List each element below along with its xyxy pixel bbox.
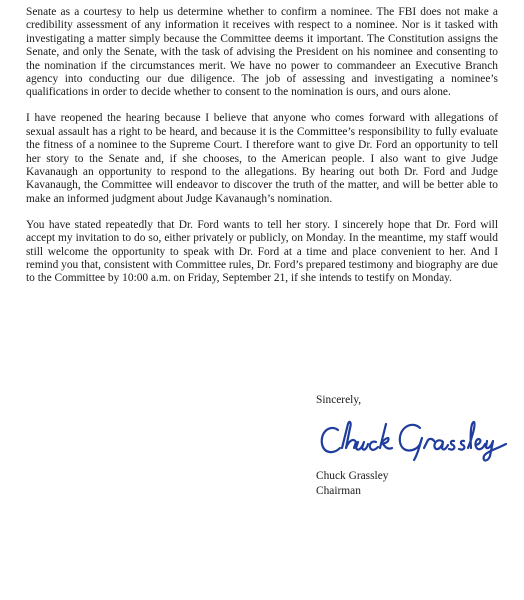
letter-paragraph-3: You have stated repeatedly that Dr. Ford wants to tell her story. I sincerely hope that Dr. Ford will accept my invitation to do so, either privately or publicly, on Monday. In the meantime, my staff would still welcome the opportunity to speak with Dr. Ford at a time and place convenient to her. And I remind you that, consistent with Committee rules, Dr. Ford’s prepared testimony and biography are due to the Committee by 10:00 a.m. on Friday, September 21, if she intends to testify on Monday. xyxy=(26,218,498,285)
signer-block xyxy=(316,469,388,498)
letter-closing: Sincerely, xyxy=(316,394,362,406)
signer-name: Chuck Grassley xyxy=(316,470,389,482)
handwritten-signature xyxy=(316,414,516,464)
signer-title: Chairman xyxy=(316,484,361,497)
letter-paragraph-2: I have reopened the hearing because I believe that anyone who comes forward with allegations of sexual assault has a right to be heard, and because it is the Committee’s responsibility to fully evaluate the fitness of a nominee to the Supreme Court. I therefore want to give Dr. Ford an opportunity to tell her story to the Senate and, if she chooses, to the American people. I also want to give Judge Kavanaugh an opportunity to respond to the allegations. By hearing out both Dr. Ford and Judge Kavanaugh, the Committee will endeavor to discover the truth of the matter, and will be better able to make an informed judgment about Judge Kavanaugh’s nomination. xyxy=(26,112,498,205)
letter-body xyxy=(26,6,498,298)
letter-paragraph-1: Senate as a courtesy to help us determine whether to confirm a nominee. The FBI does not make a credibility assessment of any information it receives with respect to a nominee. Nor is it tasked with investigating a matter simply because the Committee deems it important. The Constitution assigns the Senate, and only the Senate, with the task of advising the President on his nominee and consenting to the nomination if the circumstances merit. We have no power to commandeer an Executive Branch agency into conducting our due diligence. The job of assessing and investigating a nominee’s qualifications in order to decide whether to consent to the nomination is ours, and ours alone. xyxy=(26,6,498,99)
